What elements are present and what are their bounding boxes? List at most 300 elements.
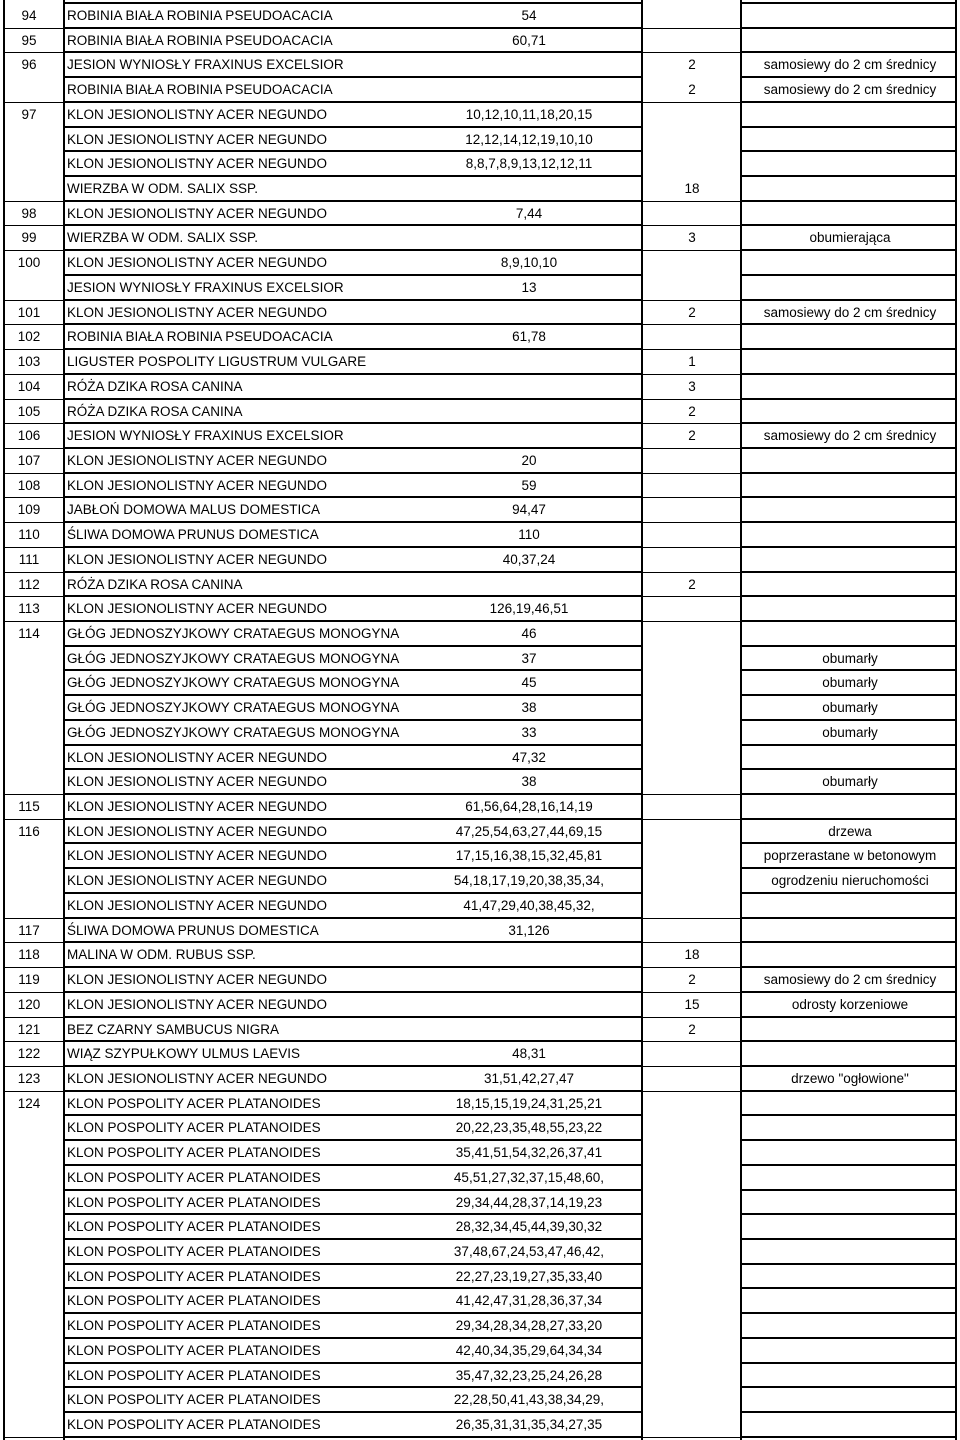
remarks (744, 1116, 956, 1141)
remarks (744, 202, 956, 227)
column-border (3, 0, 5, 1440)
table-row (0, 301, 960, 326)
species-name: KLON JESIONOLISTNY ACER NEGUNDO (67, 255, 328, 271)
row-number (4, 869, 54, 894)
table-row (0, 647, 960, 672)
remarks: samosiewy do 2 cm średnicy (763, 82, 937, 98)
species-name: ROBINIA BIAŁA ROBINIA PSEUDOACACIA (67, 82, 333, 98)
remarks (744, 622, 956, 647)
table-row (0, 671, 960, 696)
trunk-diameters: 38 (521, 774, 537, 790)
species-name: ŚLIWA DOMOWA PRUNUS DOMESTICA (67, 527, 319, 543)
species-name: ROBINIA BIAŁA ROBINIA PSEUDOACACIA (67, 8, 333, 23)
row-number: 112 (18, 576, 40, 592)
quantity (680, 251, 704, 276)
table-row (0, 375, 960, 400)
remarks: samosiewy do 2 cm średnicy (763, 57, 937, 73)
table-row (0, 1215, 960, 1240)
species-name: KLON JESIONOLISTNY ACER NEGUNDO (67, 972, 328, 988)
row-number: 110 (18, 527, 40, 543)
trunk-diameters: 54,18,17,19,20,38,35,34, (453, 873, 605, 889)
quantity (680, 1215, 704, 1240)
trunk-diameters: 13 (521, 279, 537, 295)
remarks: obumarły (822, 774, 878, 790)
remarks (744, 1339, 956, 1364)
row-number (4, 177, 54, 202)
table-row (0, 1116, 960, 1141)
table-row (0, 152, 960, 177)
remarks (744, 548, 956, 573)
row-number (4, 1166, 54, 1191)
table-row (0, 325, 960, 350)
remarks (744, 152, 956, 177)
species-name: KLON POSPOLITY ACER PLATANOIDES (67, 1244, 321, 1259)
row-number (4, 894, 54, 919)
quantity (680, 820, 704, 845)
quantity (680, 1067, 704, 1092)
table-row (0, 1388, 960, 1413)
table-row (0, 4, 960, 29)
quantity: 2 (688, 1021, 696, 1037)
table-row (0, 400, 960, 425)
quantity (680, 1289, 704, 1314)
cell-border (63, 2, 643, 4)
trunk-diameters: 42,40,34,35,29,64,34,34 (455, 1342, 603, 1358)
trunk-diameters (434, 993, 624, 1018)
trunk-diameters: 54 (521, 8, 537, 23)
remarks: obumarły (822, 700, 878, 716)
row-number (4, 1265, 54, 1290)
table-row (0, 1141, 960, 1166)
quantity: 15 (684, 996, 700, 1012)
species-name: KLON JESIONOLISTNY ACER NEGUNDO (67, 749, 328, 765)
row-number (4, 1240, 54, 1265)
species-name: KLON POSPOLITY ACER PLATANOIDES (67, 1293, 321, 1309)
row-number (4, 1364, 54, 1389)
species-name: KLON POSPOLITY ACER PLATANOIDES (67, 1219, 321, 1235)
row-number: 119 (18, 972, 40, 988)
trunk-diameters (434, 968, 624, 993)
quantity (680, 894, 704, 919)
quantity (680, 1116, 704, 1141)
row-number (4, 721, 54, 746)
species-name: KLON JESIONOLISTNY ACER NEGUNDO (67, 774, 328, 790)
quantity (680, 1388, 704, 1413)
row-number: 98 (21, 205, 37, 221)
trunk-diameters: 8,9,10,10 (500, 255, 558, 271)
row-number: 122 (17, 1046, 41, 1062)
species-name: GŁÓG JEDNOSZYJKOWY CRATAEGUS MONOGYNA (67, 724, 400, 740)
species-name: KLON POSPOLITY ACER PLATANOIDES (67, 1120, 321, 1136)
species-name: WIERZBA W ODM. SALIX SSP. (67, 181, 259, 197)
cell-border (740, 2, 956, 4)
trunk-diameters: 45 (521, 675, 537, 691)
quantity (680, 103, 704, 128)
quantity (680, 1042, 704, 1067)
table-row (0, 1166, 960, 1191)
table-row (0, 1191, 960, 1216)
remarks (744, 894, 956, 919)
row-number: 114 (18, 626, 40, 641)
row-number (4, 1215, 54, 1240)
species-name: KLON POSPOLITY ACER PLATANOIDES (67, 1392, 321, 1408)
species-name: BEZ CZARNY SAMBUCUS NIGRA (67, 1021, 280, 1037)
remarks (744, 1166, 956, 1191)
remarks (744, 474, 956, 499)
remarks (744, 177, 956, 202)
quantity (680, 498, 704, 523)
remarks: drzewo "ogłowione" (791, 1070, 909, 1086)
table-row (0, 548, 960, 573)
table-row (0, 1364, 960, 1389)
column-border (63, 0, 65, 1440)
trunk-diameters: 26,35,31,31,35,34,27,35 (455, 1417, 603, 1433)
row-number: 95 (21, 32, 37, 48)
table-row (0, 103, 960, 128)
trunk-diameters: 48,31 (512, 1046, 546, 1062)
species-name: KLON JESIONOLISTNY ACER NEGUNDO (67, 799, 328, 815)
remarks (744, 795, 956, 820)
remarks: obumierająca (809, 230, 891, 246)
trunk-diameters: 22,27,23,19,27,35,33,40 (455, 1268, 603, 1284)
row-number (4, 1388, 54, 1413)
remarks (744, 375, 956, 400)
species-name: KLON JESIONOLISTNY ACER NEGUNDO (67, 897, 328, 913)
remarks: obumarły (822, 650, 878, 666)
species-name: GŁÓG JEDNOSZYJKOWY CRATAEGUS MONOGYNA (67, 650, 400, 666)
remarks (744, 523, 956, 548)
species-name: KLON JESIONOLISTNY ACER NEGUNDO (67, 1070, 328, 1086)
trunk-diameters: 61,56,64,28,16,14,19 (465, 799, 593, 815)
quantity: 2 (688, 576, 696, 592)
species-name: KLON POSPOLITY ACER PLATANOIDES (67, 1194, 321, 1210)
trunk-diameters (434, 53, 624, 78)
species-name: GŁÓG JEDNOSZYJKOWY CRATAEGUS MONOGYNA (67, 626, 400, 641)
row-number (4, 671, 54, 696)
row-number (4, 746, 54, 771)
remarks (744, 251, 956, 276)
species-name: KLON JESIONOLISTNY ACER NEGUNDO (67, 551, 328, 567)
species-name: ROBINIA BIAŁA ROBINIA PSEUDOACACIA (67, 329, 333, 345)
row-number: 100 (17, 255, 41, 271)
column-border (955, 0, 957, 1440)
trunk-diameters (434, 350, 624, 375)
species-name: KLON JESIONOLISTNY ACER NEGUNDO (67, 131, 328, 147)
species-name: ŚLIWA DOMOWA PRUNUS DOMESTICA (67, 922, 319, 938)
trunk-diameters (434, 424, 624, 449)
trunk-diameters: 47,25,54,63,27,44,69,15 (455, 823, 603, 839)
trunk-diameters (434, 177, 624, 202)
row-number: 116 (18, 823, 40, 839)
quantity (680, 844, 704, 869)
remarks (744, 1265, 956, 1290)
quantity (680, 325, 704, 350)
table-row (0, 1413, 960, 1438)
trunk-diameters (434, 573, 624, 598)
quantity (680, 523, 704, 548)
species-name: KLON JESIONOLISTNY ACER NEGUNDO (67, 452, 328, 468)
quantity (680, 1166, 704, 1191)
row-number (4, 128, 54, 153)
trunk-diameters: 37,48,67,24,53,47,46,42, (453, 1244, 605, 1259)
remarks: obumarły (822, 724, 878, 740)
row-number: 102 (17, 329, 41, 345)
remarks (744, 1388, 956, 1413)
species-name: KLON POSPOLITY ACER PLATANOIDES (67, 1417, 321, 1433)
quantity (680, 548, 704, 573)
table-row (0, 597, 960, 622)
quantity (680, 202, 704, 227)
table-row (0, 869, 960, 894)
quantity (680, 795, 704, 820)
row-number (4, 152, 54, 177)
column-border (641, 0, 643, 1440)
trunk-diameters (434, 301, 624, 326)
quantity: 18 (684, 947, 700, 963)
remarks (744, 1018, 956, 1043)
remarks (744, 1092, 956, 1117)
remarks (744, 400, 956, 425)
quantity (680, 1314, 704, 1339)
trunk-diameters: 18,15,15,19,24,31,25,21 (455, 1095, 603, 1111)
trunk-diameters: 7,44 (515, 205, 543, 221)
remarks (744, 919, 956, 944)
row-number (4, 647, 54, 672)
row-number (4, 844, 54, 869)
trunk-diameters (434, 400, 624, 425)
trunk-diameters: 33 (521, 724, 537, 740)
row-number (4, 696, 54, 721)
table-row (0, 968, 960, 993)
quantity (680, 4, 704, 29)
table-row (0, 424, 960, 449)
table-row (0, 276, 960, 301)
row-number: 124 (17, 1095, 41, 1111)
table-row (0, 573, 960, 598)
row-number (4, 1116, 54, 1141)
table-row (0, 498, 960, 523)
row-number (4, 1339, 54, 1364)
quantity (680, 671, 704, 696)
trunk-diameters: 46 (521, 626, 537, 641)
remarks (744, 449, 956, 474)
species-name: KLON POSPOLITY ACER PLATANOIDES (67, 1145, 321, 1161)
trunk-diameters: 31,126 (508, 922, 550, 938)
column-border (740, 0, 742, 1440)
species-name: KLON JESIONOLISTNY ACER NEGUNDO (67, 873, 328, 889)
table-row (0, 993, 960, 1018)
trunk-diameters: 20 (521, 452, 537, 468)
row-number: 99 (21, 230, 37, 246)
trunk-diameters: 22,28,50,41,43,38,34,29, (453, 1392, 605, 1408)
quantity: 2 (688, 428, 696, 444)
quantity (680, 29, 704, 54)
quantity (680, 1141, 704, 1166)
quantity (680, 919, 704, 944)
trunk-diameters: 59 (521, 477, 537, 493)
trunk-diameters: 29,34,44,28,37,14,19,23 (455, 1194, 603, 1210)
quantity (680, 1413, 704, 1438)
row-number (4, 276, 54, 301)
quantity (680, 597, 704, 622)
remarks: ogrodzeniu nieruchomości (771, 873, 929, 889)
trunk-diameters: 10,12,10,11,18,20,15 (465, 106, 593, 122)
quantity (680, 1240, 704, 1265)
remarks (744, 1314, 956, 1339)
species-name: ROBINIA BIAŁA ROBINIA PSEUDOACACIA (67, 32, 333, 48)
row-number (4, 1289, 54, 1314)
remarks: samosiewy do 2 cm średnicy (763, 428, 937, 444)
row-number: 120 (17, 996, 41, 1012)
species-name: KLON JESIONOLISTNY ACER NEGUNDO (67, 996, 328, 1012)
trunk-diameters: 8,8,7,8,9,13,12,12,11 (465, 156, 593, 172)
trunk-diameters: 35,47,32,23,25,24,26,28 (455, 1367, 603, 1383)
quantity (680, 449, 704, 474)
quantity: 3 (688, 230, 696, 246)
row-number: 107 (17, 452, 41, 468)
row-number: 118 (18, 947, 40, 963)
row-number: 94 (21, 8, 37, 23)
species-name: KLON POSPOLITY ACER PLATANOIDES (67, 1318, 321, 1334)
row-number: 121 (17, 1021, 41, 1037)
remarks (744, 1289, 956, 1314)
quantity (680, 152, 704, 177)
row-number (4, 1413, 54, 1438)
table-row (0, 474, 960, 499)
table-row (0, 1339, 960, 1364)
row-number (4, 1141, 54, 1166)
table-row (0, 894, 960, 919)
quantity (680, 276, 704, 301)
row-number: 101 (17, 304, 41, 320)
trunk-diameters: 47,32 (512, 749, 546, 765)
trunk-diameters: 17,15,16,38,15,32,45,81 (455, 848, 603, 864)
trunk-diameters: 31,51,42,27,47 (483, 1070, 575, 1086)
remarks (744, 325, 956, 350)
remarks (744, 29, 956, 54)
remarks: samosiewy do 2 cm średnicy (763, 304, 937, 320)
remarks (744, 573, 956, 598)
row-number (4, 78, 54, 103)
species-name: JESION WYNIOSŁY FRAXINUS EXCELSIOR (67, 57, 344, 73)
quantity: 3 (688, 378, 696, 394)
species-name: KLON JESIONOLISTNY ACER NEGUNDO (67, 205, 328, 221)
remarks (744, 746, 956, 771)
table-row (0, 226, 960, 251)
species-name: KLON JESIONOLISTNY ACER NEGUNDO (67, 156, 328, 172)
row-number: 105 (17, 403, 41, 419)
table-row (0, 1314, 960, 1339)
remarks (744, 1042, 956, 1067)
species-name: KLON POSPOLITY ACER PLATANOIDES (67, 1367, 321, 1383)
remarks: samosiewy do 2 cm średnicy (763, 972, 937, 988)
cell-border (63, 1436, 643, 1438)
row-number: 106 (17, 428, 41, 444)
table-row (0, 795, 960, 820)
remarks (744, 276, 956, 301)
trunk-diameters: 29,34,28,34,28,27,33,20 (455, 1318, 603, 1334)
species-name: MALINA W ODM. RUBUS SSP. (67, 947, 256, 963)
row-number: 108 (17, 477, 41, 493)
row-number: 104 (17, 378, 41, 394)
remarks (744, 943, 956, 968)
row-number: 103 (17, 354, 41, 370)
quantity (680, 1092, 704, 1117)
remarks (744, 597, 956, 622)
table-row (0, 844, 960, 869)
table-row (0, 1042, 960, 1067)
species-name: KLON JESIONOLISTNY ACER NEGUNDO (67, 304, 328, 320)
trunk-diameters: 28,32,34,45,44,39,30,32 (455, 1219, 603, 1235)
table-row (0, 770, 960, 795)
row-number: 115 (18, 799, 40, 815)
table-row (0, 53, 960, 78)
quantity (680, 128, 704, 153)
trunk-diameters: 94,47 (512, 502, 546, 518)
quantity (680, 696, 704, 721)
species-name: LIGUSTER POSPOLITY LIGUSTRUM VULGARE (67, 354, 367, 370)
quantity (680, 1339, 704, 1364)
species-name: KLON POSPOLITY ACER PLATANOIDES (67, 1268, 321, 1284)
table-row (0, 78, 960, 103)
remarks (744, 128, 956, 153)
quantity: 1 (688, 354, 696, 370)
trunk-diameters (434, 78, 624, 103)
trunk-diameters: 126,19,46,51 (489, 601, 569, 617)
cell-border (740, 1436, 956, 1438)
row-number: 113 (18, 601, 40, 617)
table-row (0, 449, 960, 474)
trunk-diameters: 60,71 (512, 32, 546, 48)
quantity (680, 647, 704, 672)
row-number (4, 1191, 54, 1216)
species-name: KLON JESIONOLISTNY ACER NEGUNDO (67, 848, 328, 864)
trunk-diameters (434, 1018, 624, 1043)
table-row (0, 251, 960, 276)
species-name: KLON JESIONOLISTNY ACER NEGUNDO (67, 106, 328, 122)
quantity (680, 770, 704, 795)
table-row (0, 1265, 960, 1290)
species-name: KLON POSPOLITY ACER PLATANOIDES (67, 1169, 321, 1185)
row-number (4, 1314, 54, 1339)
species-name: KLON POSPOLITY ACER PLATANOIDES (67, 1342, 321, 1358)
species-name: JESION WYNIOSŁY FRAXINUS EXCELSIOR (67, 279, 344, 295)
trunk-diameters (434, 226, 624, 251)
species-name: WIĄZ SZYPUŁKOWY ULMUS LAEVIS (67, 1046, 301, 1062)
species-name: RÓŻA DZIKA ROSA CANINA (67, 378, 243, 394)
table-row (0, 177, 960, 202)
species-name: JESION WYNIOSŁY FRAXINUS EXCELSIOR (67, 428, 344, 444)
remarks: odrosty korzeniowe (791, 996, 909, 1012)
table-row (0, 1092, 960, 1117)
species-name: GŁÓG JEDNOSZYJKOWY CRATAEGUS MONOGYNA (67, 700, 400, 716)
remarks (744, 1141, 956, 1166)
quantity: 2 (688, 304, 696, 320)
table-row (0, 820, 960, 845)
table-row (0, 1018, 960, 1043)
table-row (0, 943, 960, 968)
row-number: 117 (18, 922, 40, 938)
quantity (680, 721, 704, 746)
quantity (680, 746, 704, 771)
table-row (0, 696, 960, 721)
table-row (0, 1289, 960, 1314)
quantity (680, 1364, 704, 1389)
trunk-diameters: 37 (521, 650, 537, 666)
table-row (0, 202, 960, 227)
species-name: KLON JESIONOLISTNY ACER NEGUNDO (67, 477, 328, 493)
species-name: KLON POSPOLITY ACER PLATANOIDES (67, 1095, 321, 1111)
